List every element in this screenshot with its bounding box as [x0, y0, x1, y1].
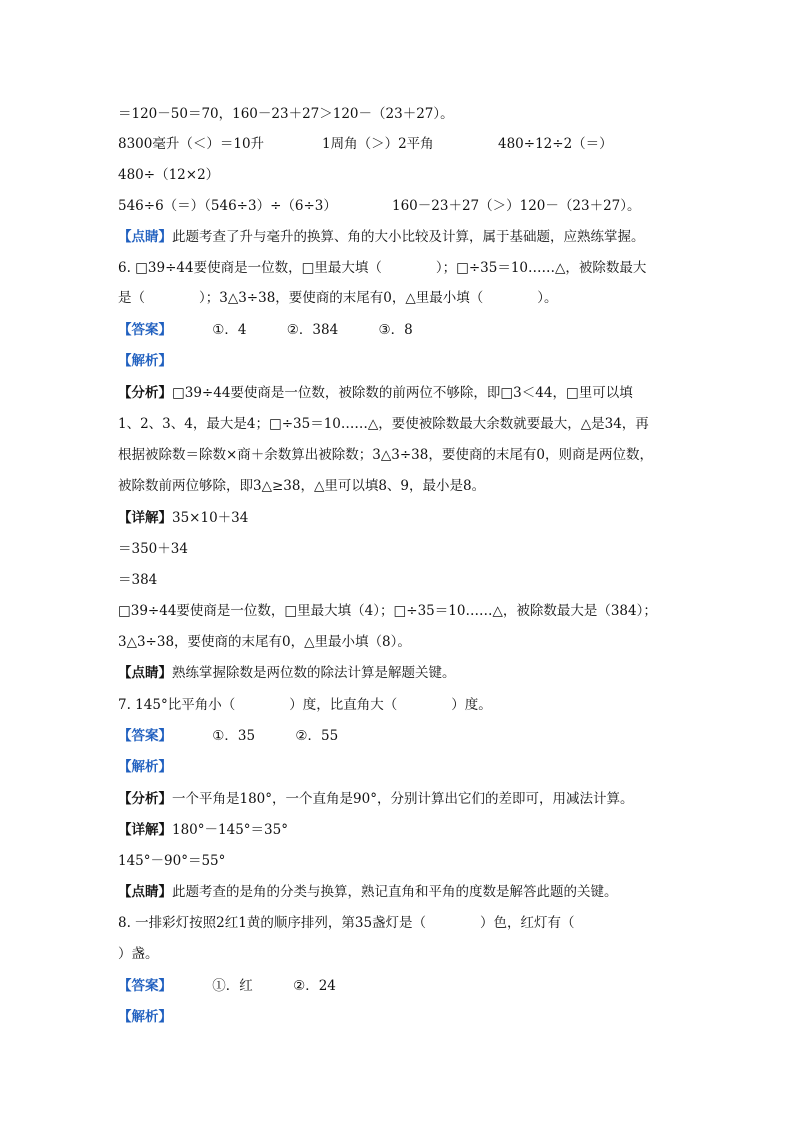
answer-item: ①．4 — [212, 322, 247, 338]
answer-tag: 【答案】 — [118, 978, 172, 994]
detail-line: 145°－90°＝55° — [118, 853, 226, 869]
answer-row — [118, 726, 718, 746]
question-6-text — [118, 288, 718, 308]
comparison-item: 1周角（＞）2平角 — [322, 136, 434, 152]
analysis-line: 根据被除数＝除数×商＋余数算出被除数；3△3÷38，要使商的末尾有0，则商是两位数， — [118, 447, 653, 463]
analysis-text — [118, 789, 718, 809]
question-8-text — [118, 944, 718, 964]
question-6-text — [118, 258, 718, 278]
detail-text — [118, 508, 718, 528]
answer-item: ②．24 — [293, 978, 336, 994]
text-line — [118, 104, 718, 124]
detail-line: 180°－145°＝35° — [172, 822, 288, 838]
key-point — [118, 882, 718, 902]
analysis-heading — [118, 351, 718, 371]
analysis-line: 被除数前两位够除，即3△≥38，△里可以填8、9，最小是8。 — [118, 478, 486, 494]
key-point-text: 熟练掌握除数是两位数的除法计算是解题关键。 — [172, 665, 456, 681]
question-8-text — [118, 913, 718, 933]
answer-item: ②．384 — [286, 322, 339, 338]
detail-text — [118, 632, 718, 652]
analysis-label: 【分析】 — [118, 385, 172, 401]
detail-text — [118, 820, 718, 840]
detail-text — [118, 539, 718, 559]
key-point-text: 此题考查的是角的分类与换算，熟记直角和平角的度数是解答此题的关键。 — [172, 884, 618, 900]
analysis-line: 1、2、3、4，最大是4；□÷35＝10……△，要使被除数最大余数就要最大，△是34，再 — [118, 416, 649, 432]
detail-text — [118, 570, 718, 590]
detail-line: □39÷44要使商是一位数，□里最大填（4）；□÷35＝10……△，被除数最大是（384）； — [118, 603, 657, 619]
question-line: 8. 一排彩灯按照2红1黄的顺序排列，第35盏灯是（ ）色，红灯有（ — [118, 915, 575, 931]
comparison-item: 480÷12÷2（＝） — [498, 136, 613, 152]
key-point-tag: 【点睛】 — [118, 665, 172, 681]
comparison-item: 160－23＋27（＞）120－（23＋27）。 — [392, 198, 641, 214]
detail-label: 【详解】 — [118, 510, 172, 526]
analysis-tag: 【解析】 — [118, 1009, 172, 1025]
key-point — [118, 227, 718, 247]
detail-label: 【详解】 — [118, 822, 172, 838]
answer-item: ①．红 — [212, 978, 253, 994]
answer-item: ②．55 — [295, 728, 339, 744]
question-line: 7. 145°比平角小（ ）度，比直角大（ ）度。 — [118, 697, 492, 713]
analysis-line: 一个平角是180°，一个直角是90°，分别计算出它们的差即可，用减法计算。 — [172, 791, 634, 807]
analysis-text — [118, 414, 718, 434]
key-point-text: 此题考查了升与毫升的换算、角的大小比较及计算，属于基础题，应熟练掌握。 — [172, 229, 645, 245]
answer-tag: 【答案】 — [118, 728, 172, 744]
detail-line: 3△3÷38，要使商的末尾有0，△里最小填（8）。 — [118, 634, 411, 650]
analysis-label: 【分析】 — [118, 791, 172, 807]
analysis-text — [118, 476, 718, 496]
line-text: 480÷（12×2） — [118, 167, 220, 183]
question-line: ）盏。 — [118, 946, 159, 962]
text-line — [118, 165, 718, 185]
question-line: 是（ ）；3△3÷38，要使商的末尾有0，△里最小填（ ）。 — [118, 290, 558, 306]
question-7-text — [118, 695, 718, 715]
question-line: 6. □39÷44要使商是一位数，□里最大填（ ）；□÷35＝10……△，被除数最大 — [118, 260, 647, 276]
answer-tag: 【答案】 — [118, 322, 172, 338]
key-point-tag: 【点睛】 — [118, 884, 172, 900]
answer-item: ①．35 — [212, 728, 256, 744]
detail-text — [118, 601, 718, 621]
analysis-heading — [118, 757, 718, 777]
detail-line: ＝384 — [118, 572, 158, 588]
analysis-text — [118, 445, 718, 465]
analysis-tag: 【解析】 — [118, 759, 172, 775]
analysis-tag: 【解析】 — [118, 353, 172, 369]
detail-text — [118, 851, 718, 871]
detail-line: 35×10＋34 — [172, 510, 249, 526]
comparison-item: 8300毫升（＜）＝10升 — [118, 136, 265, 152]
line-text: ＝120－50＝70，160－23＋27＞120－（23＋27）。 — [118, 106, 454, 122]
key-point-tag: 【点睛】 — [118, 229, 172, 245]
analysis-heading — [118, 1007, 718, 1027]
analysis-text — [118, 383, 718, 403]
answer-row — [118, 320, 718, 340]
analysis-line: □39÷44要使商是一位数，被除数的前两位不够除，即□3＜44，□里可以填 — [172, 385, 633, 401]
key-point — [118, 663, 718, 683]
detail-line: ＝350＋34 — [118, 541, 188, 557]
comparison-item: 546÷6（＝）（546÷3）÷（6÷3） — [118, 198, 337, 214]
answer-item: ③．8 — [378, 322, 413, 338]
answer-row — [118, 976, 718, 996]
